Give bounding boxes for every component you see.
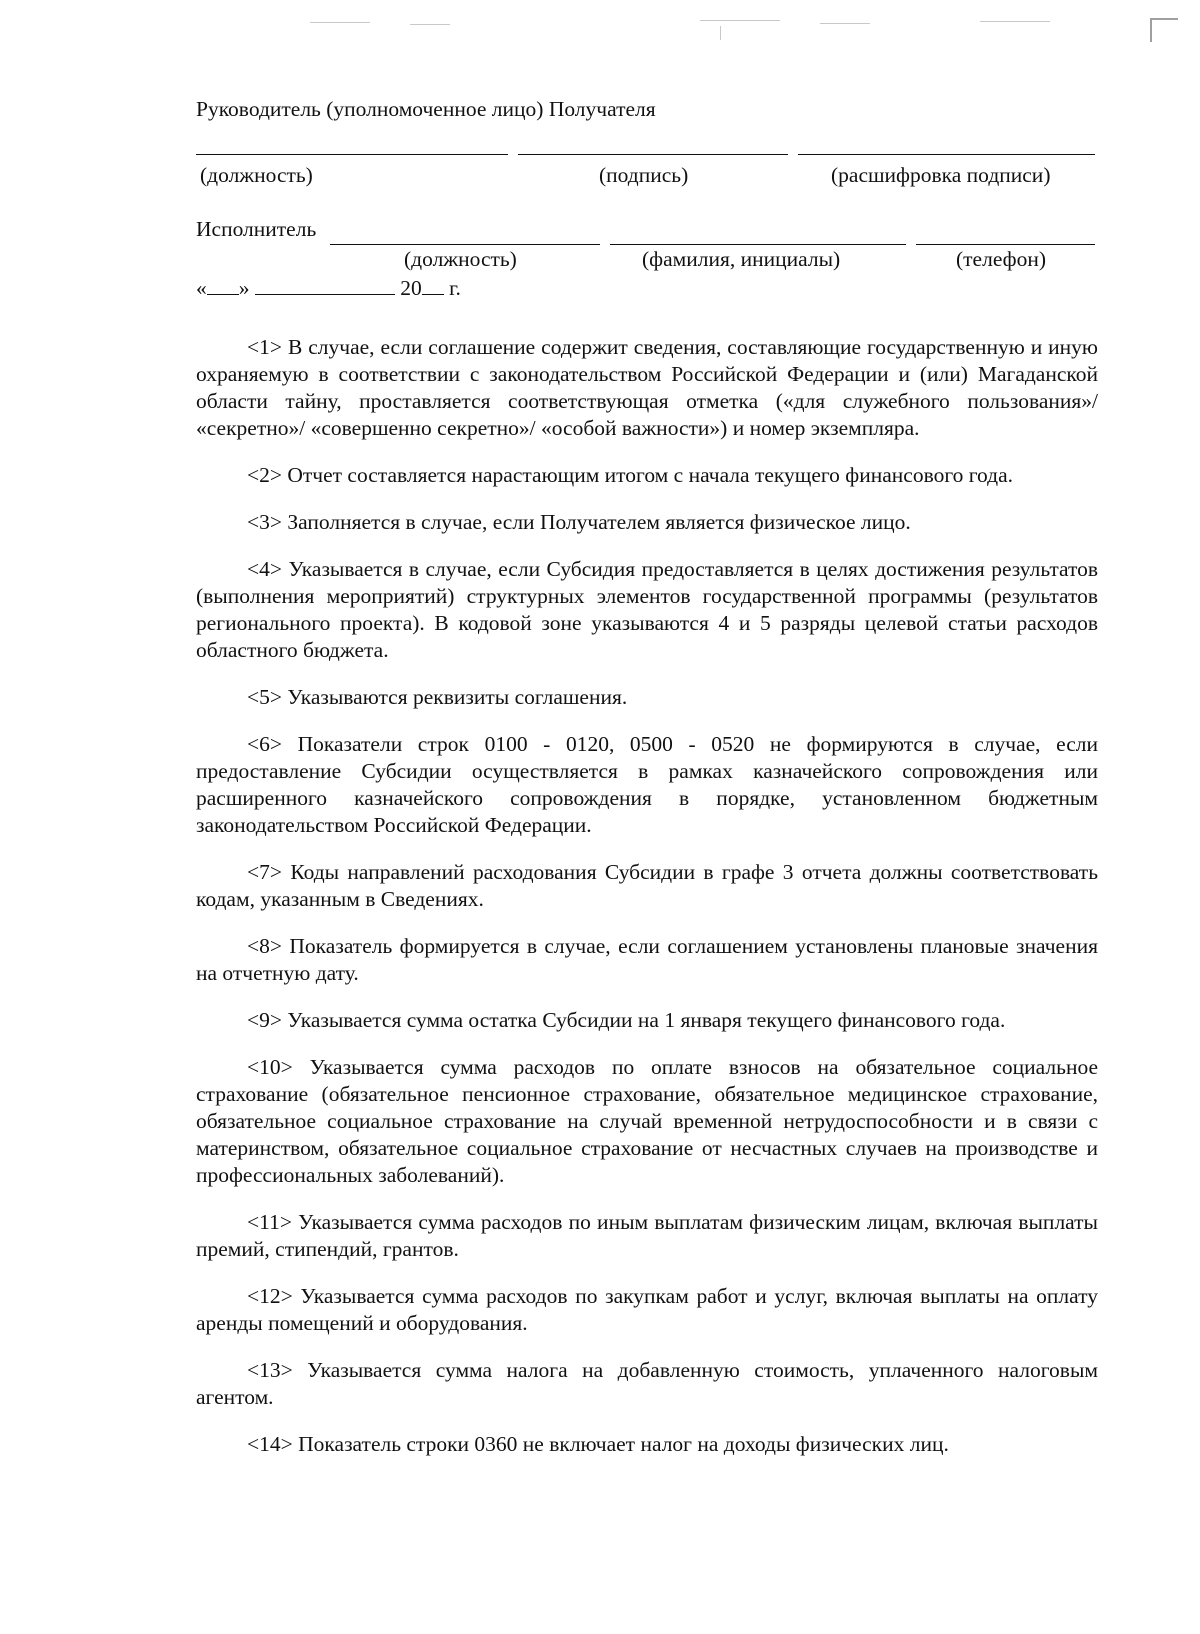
footnote: <6> Показатели строк 0100 - 0120, 0500 - 0520 не формируются в случае, если предоставление Субсидии осуществляется в рамках казначейского сопровождения или расширенного казначейского сопровождения в порядке, установленном бюджетным законодательством Российской Федерации. <box>196 732 1098 837</box>
date-line <box>196 274 461 302</box>
position-line <box>196 154 508 155</box>
date-open-quote: « <box>196 276 207 300</box>
footnote: <3> Заполняется в случае, если Получателем является физическое лицо. <box>247 510 911 534</box>
executor-position-line <box>330 244 600 245</box>
year-prefix: 20 <box>400 276 422 300</box>
scan-artifacts <box>300 14 1180 54</box>
footnote: <11> Указывается сумма расходов по иным выплатам физическим лицам, включая выплаты премий, стипендий, грантов. <box>196 1210 1098 1261</box>
footnotes <box>196 334 1098 1458</box>
executor-phone-caption: (телефон) <box>956 247 1046 271</box>
date-close-quote: » <box>238 276 250 300</box>
footnote: <13> Указывается сумма налога на добавленную стоимость, уплаченного налоговым агентом. <box>196 1358 1098 1409</box>
signature-decoding-line <box>798 154 1095 155</box>
signature-caption: (подпись) <box>599 163 689 187</box>
document-body <box>196 96 1098 1478</box>
footnote: <14> Показатель строки 0360 не включает налог на доходы физических лиц. <box>247 1432 949 1456</box>
year-suffix: г. <box>449 276 461 300</box>
signature-decoding-caption: (расшифровка подписи) <box>831 163 1051 187</box>
month-blank <box>255 274 395 295</box>
footnote: <10> Указывается сумма расходов по оплате взносов на обязательное социальное страхование (обязательное пенсионное страхование, обязательное медицинское страхование, обязательное социальное страхование на случай временной нетрудоспособности и в связи с материнством, обязательное социальное страхование от несчастных случаев на производстве и профессиональных заболеваний). <box>196 1055 1098 1187</box>
day-blank <box>207 274 239 295</box>
footnote: <12> Указывается сумма расходов по закупкам работ и услуг, включая выплаты на оплату аренды помещений и оборудования. <box>196 1284 1098 1335</box>
executor-phone-line <box>916 244 1095 245</box>
footnote: <7> Коды направлений расходования Субсидии в графе 3 отчета должны соответствовать кодам, указанным в Сведениях. <box>196 860 1098 911</box>
footnote: <1> В случае, если соглашение содержит сведения, составляющие государственную и иную охраняемую в соответствии с законодательством Российской Федерации и (или) Магаданской области тайну, проставляется соответствующая отметка («для служебного пользования»/ «секретно»/ «совершенно секретно»/ «особой важности») и номер экземпляра. <box>196 335 1098 440</box>
footnote: <4> Указывается в случае, если Субсидия предоставляется в целях достижения результатов (выполнения мероприятий) структурных элементов государственной программы (результатов регионального проекта). В кодовой зоне указываются 4 и 5 разряды целевой статьи расходов областного бюджета. <box>196 557 1098 662</box>
scan-corner-mark <box>1150 18 1178 42</box>
executor-name-line <box>610 244 906 245</box>
executor-name-caption: (фамилия, инициалы) <box>642 247 841 271</box>
signature-line <box>518 154 788 155</box>
footnote: <8> Показатель формируется в случае, если соглашением установлены плановые значения на отчетную дату. <box>196 934 1098 985</box>
executor-block <box>196 216 1098 306</box>
year-blank <box>422 274 444 295</box>
executor-position-caption: (должность) <box>404 247 517 271</box>
footnote: <9> Указывается сумма остатка Субсидии на 1 января текущего финансового года. <box>247 1008 1006 1032</box>
position-caption: (должность) <box>200 163 313 187</box>
footnote: <5> Указываются реквизиты соглашения. <box>247 685 628 709</box>
signer-signature-block <box>196 154 1098 212</box>
signer-title: Руководитель (уполномоченное лицо) Получателя <box>196 97 656 121</box>
executor-label: Исполнитель <box>196 217 317 241</box>
footnote: <2> Отчет составляется нарастающим итогом с начала текущего финансового года. <box>247 463 1014 487</box>
